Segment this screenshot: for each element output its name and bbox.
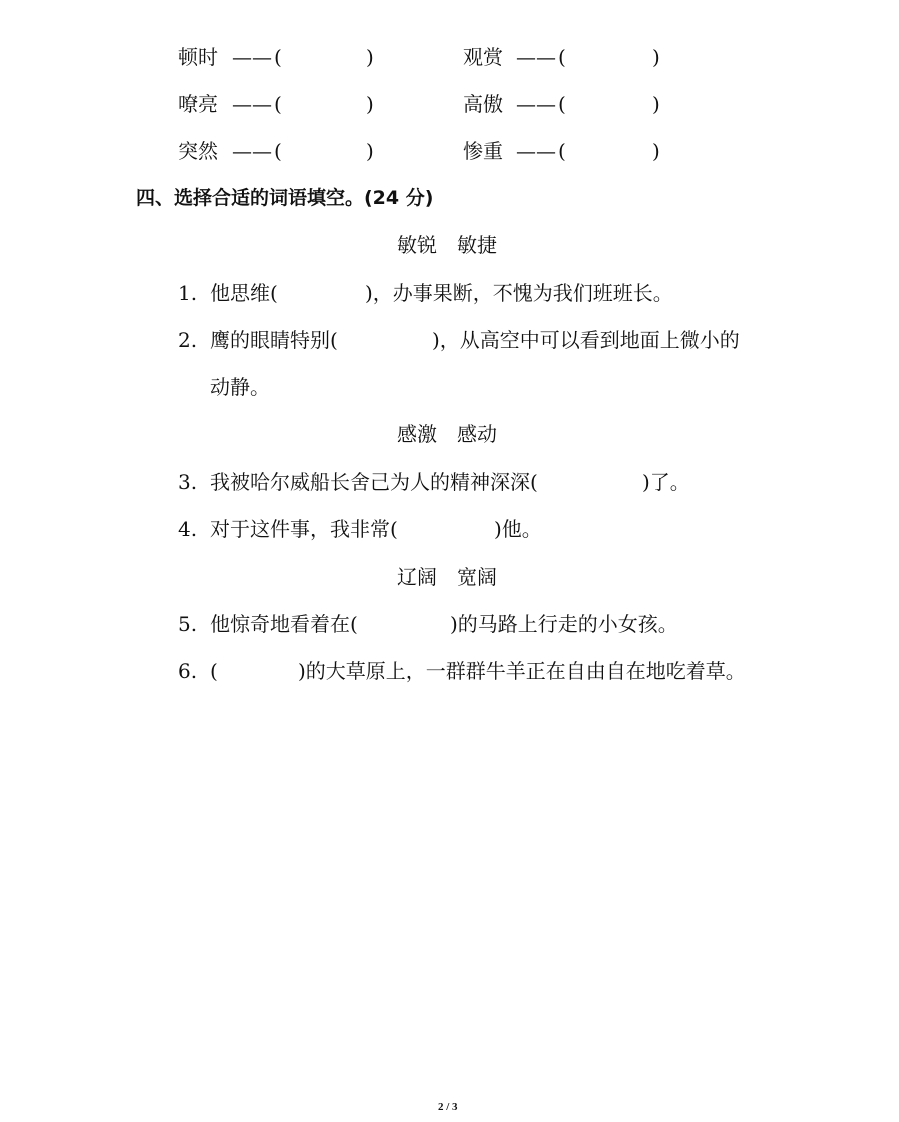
dash: —— <box>516 92 556 116</box>
sentence-number: 5. <box>178 612 198 636</box>
antonym-word: 突然 <box>178 139 218 163</box>
sentence-after-blank: )他。 <box>494 517 542 541</box>
sentence-before-blank: 我被哈尔威船长舍己为人的精神深深( <box>210 470 538 494</box>
sentence-number: 1. <box>178 281 198 305</box>
dash: —— <box>516 45 556 69</box>
close-paren: ) <box>652 139 660 163</box>
sentence-number: 3. <box>178 470 198 494</box>
antonym-word: 高傲 <box>463 92 503 116</box>
section-heading: 四、选择合适的词语填空。(24 分) <box>136 187 434 209</box>
open-paren: ( <box>274 139 282 163</box>
sentence-before-blank: ( <box>210 659 218 683</box>
word-choice-group: 辽阔 宽阔 <box>397 565 497 589</box>
sentence-before-blank: 鹰的眼睛特别( <box>210 328 338 352</box>
dash: —— <box>232 92 272 116</box>
sentence-number: 4. <box>178 517 198 541</box>
word-choice-group: 敏锐 敏捷 <box>397 233 497 257</box>
sentence-number: 6. <box>178 659 198 683</box>
sentence-after-blank: )，办事果断，不愧为我们班班长。 <box>365 281 673 305</box>
dash: —— <box>232 139 272 163</box>
close-paren: ) <box>652 92 660 116</box>
word-choice-group: 感激 感动 <box>397 422 497 446</box>
sentence-before-blank: 对于这件事，我非常( <box>210 517 398 541</box>
sentence-after-blank: )，从高空中可以看到地面上微小的 <box>432 328 740 352</box>
page-number: 2 / 3 <box>438 1101 458 1113</box>
sentence-number: 2. <box>178 328 198 352</box>
open-paren: ( <box>274 45 282 69</box>
sentence-before-blank: 他思维( <box>210 281 278 305</box>
dash: —— <box>232 45 272 69</box>
sentence-after-blank: )了。 <box>642 470 690 494</box>
close-paren: ) <box>652 45 660 69</box>
open-paren: ( <box>558 92 566 116</box>
sentence-after-blank: )的马路上行走的小女孩。 <box>450 612 678 636</box>
antonym-word: 嘹亮 <box>178 92 218 116</box>
antonym-word: 顿时 <box>178 45 218 69</box>
close-paren: ) <box>366 139 374 163</box>
close-paren: ) <box>366 45 374 69</box>
open-paren: ( <box>274 92 282 116</box>
close-paren: ) <box>366 92 374 116</box>
sentence-before-blank: 他惊奇地看着在( <box>210 612 358 636</box>
antonym-word: 观赏 <box>463 45 503 69</box>
antonym-word: 惨重 <box>463 139 503 163</box>
open-paren: ( <box>558 139 566 163</box>
sentence-continuation: 动静。 <box>210 375 270 399</box>
open-paren: ( <box>558 45 566 69</box>
sentence-after-blank: )的大草原上，一群群牛羊正在自由自在地吃着草。 <box>298 659 746 683</box>
dash: —— <box>516 139 556 163</box>
